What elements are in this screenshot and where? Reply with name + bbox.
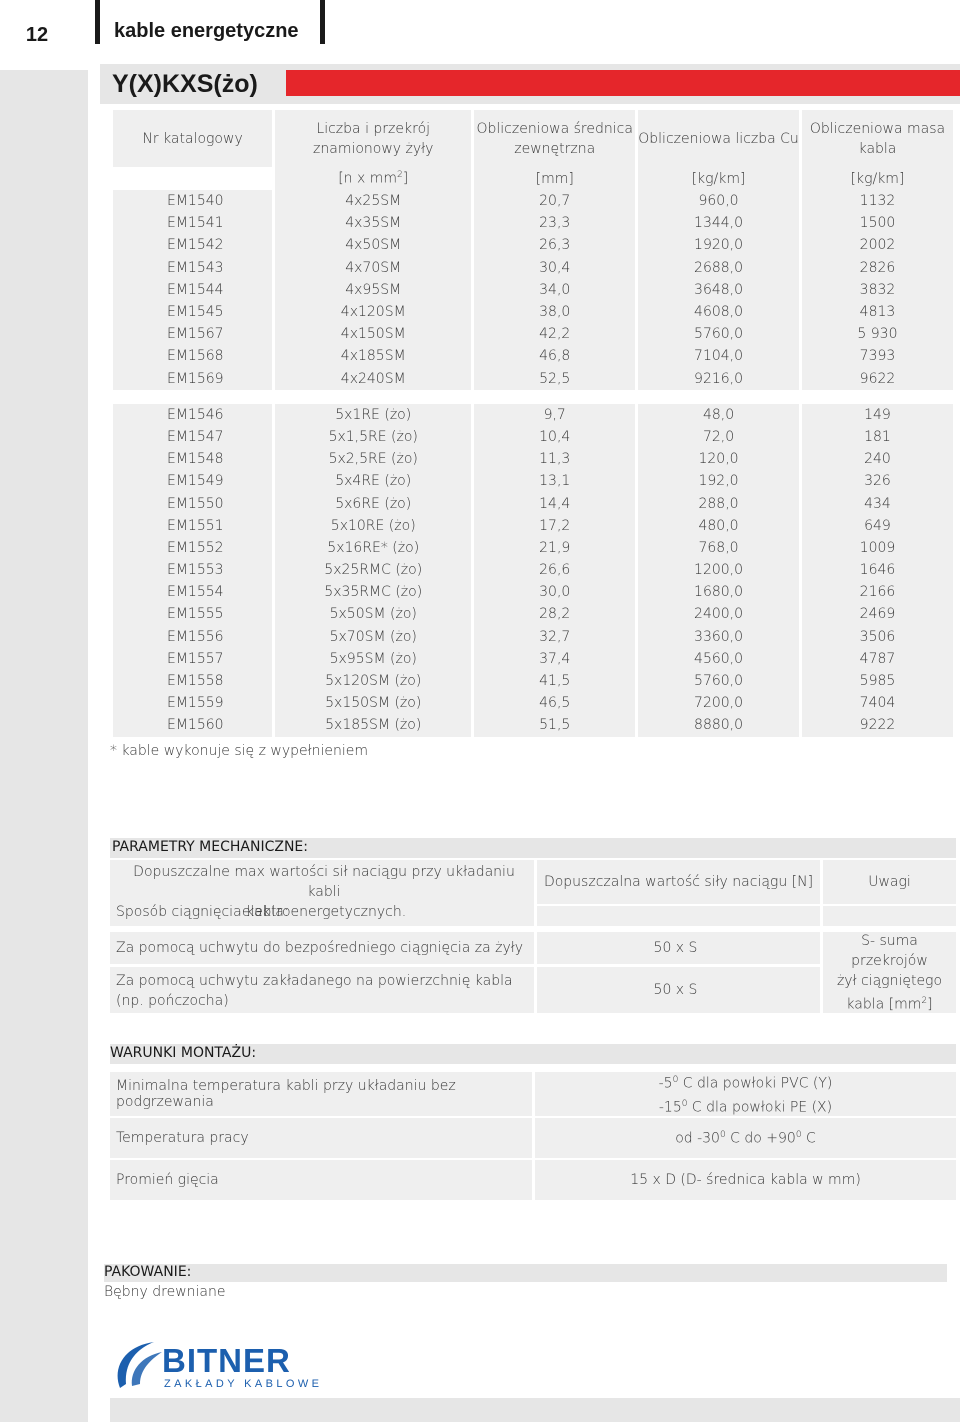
install-row2-sup1: 0 (719, 1129, 726, 1140)
cell-cu-count: 72,0 (638, 426, 799, 448)
cell-mass: 2166 (802, 581, 953, 603)
cell-mass: 9222 (802, 714, 953, 736)
cell-cu-count: 1200,0 (638, 559, 799, 581)
cell-conductors: 5x35RMC (żo) (275, 581, 471, 603)
cell-conductors: 4x120SM (275, 301, 471, 323)
table-row (113, 323, 953, 345)
cell-catalog-no: EM1549 (113, 470, 272, 492)
cell-diameter: 14,4 (474, 492, 635, 514)
product-title: Y(X)KXS(żo) (112, 70, 258, 98)
cell-catalog-no: EM1552 (113, 537, 272, 559)
mech-header-line1: Dopuszczalne max wartości sił naciągu przy układaniu kabli (133, 864, 515, 900)
table-row (113, 426, 953, 448)
unit-cell: [kg/km] (802, 167, 953, 190)
install-row2-sup2: 0 (795, 1129, 802, 1140)
mech-row1-value-text: 50 x S (653, 940, 698, 956)
table-row (113, 670, 953, 692)
cell-catalog-no: EM1545 (113, 301, 272, 323)
cell-catalog-no: EM1547 (113, 426, 272, 448)
cell-catalog-no: EM1543 (113, 257, 272, 279)
cell-conductors: 5x120SM (żo) (275, 670, 471, 692)
cell-diameter: 52,5 (474, 368, 635, 390)
install-row1-a2: C dla powłoki PVC (Y) (678, 1076, 833, 1092)
cell-diameter: 11,3 (474, 448, 635, 470)
header-mass: Obliczeniowa masa kabla (802, 110, 953, 167)
cell-conductors: 5x2,5RE (żo) (275, 448, 471, 470)
cell-catalog-no: EM1567 (113, 323, 272, 345)
install-row1-b2: C dla powłoki PE (X) (687, 1099, 833, 1116)
cell-conductors: 5x95SM (żo) (275, 648, 471, 670)
table-row (113, 404, 953, 426)
cell-diameter: 46,8 (474, 345, 635, 367)
mechanical-header-right: Uwagi (823, 860, 956, 904)
cell-conductors: 5x10RE (żo) (275, 515, 471, 537)
cell-diameter: 26,6 (474, 559, 635, 581)
left-sidebar-band (0, 0, 88, 1422)
logo-subtitle: ZAKŁADY KABLOWE (164, 1378, 323, 1390)
cell-conductors: 4x50SM (275, 234, 471, 256)
header-conductors: Liczba i przekrój znamionowy żyły (275, 110, 471, 167)
cell-diameter: 26,3 (474, 234, 635, 256)
cell-mass: 181 (802, 426, 953, 448)
cell-diameter: 23,3 (474, 212, 635, 234)
cell-conductors: 4x70SM (275, 257, 471, 279)
cell-cu-count: 960,0 (638, 190, 799, 212)
install-row2-value (535, 1118, 956, 1158)
table-row (113, 470, 953, 492)
install-row1-b-sup: 0 (681, 1099, 688, 1109)
cell-catalog-no: EM1560 (113, 714, 272, 736)
cell-catalog-no: EM1558 (113, 670, 272, 692)
cell-cu-count: 8880,0 (638, 714, 799, 736)
cell-mass: 1500 (802, 212, 953, 234)
cell-mass: 2826 (802, 257, 953, 279)
cell-diameter: 13,1 (474, 470, 635, 492)
mech-note-line2: żył ciągniętego (836, 972, 943, 989)
table-footnote: * kable wykonuje się z wypełnieniem (110, 743, 368, 759)
cell-conductors: 5x1,5RE (żo) (275, 426, 471, 448)
header-cu-count: Obliczeniowa liczba Cu (638, 110, 799, 167)
cable-spec-table (110, 110, 956, 737)
mech-row1-value (537, 932, 820, 964)
cell-mass: 4813 (802, 301, 953, 323)
mech-header-line3: Sposób ciągnięcia kabla: (116, 904, 289, 920)
header-catalog-no: Nr katalogowy (113, 110, 272, 167)
mechanical-header-filler (823, 906, 956, 926)
install-row2-v2: C do +90 (725, 1130, 796, 1147)
cell-mass: 434 (802, 492, 953, 514)
install-row2-v1: od -30 (675, 1130, 720, 1147)
cell-catalog-no: EM1542 (113, 234, 272, 256)
table-row (113, 581, 953, 603)
install-row3-value: 15 x D (D- średnica kabla w mm) (535, 1160, 956, 1200)
cell-mass: 4787 (802, 648, 953, 670)
footer-band (110, 1398, 960, 1422)
logo-wordmark: BITNER (162, 1342, 291, 1379)
cell-cu-count: 7104,0 (638, 345, 799, 367)
cell-diameter: 21,9 (474, 537, 635, 559)
cell-mass: 2469 (802, 603, 953, 625)
cell-diameter: 30,0 (474, 581, 635, 603)
cell-cu-count: 3360,0 (638, 626, 799, 648)
cell-conductors: 4x150SM (275, 323, 471, 345)
cell-catalog-no: EM1559 (113, 692, 272, 714)
table-row (113, 492, 953, 514)
table-group-spacer (113, 390, 953, 404)
cell-conductors: 5x1RE (żo) (275, 404, 471, 426)
cell-mass: 1132 (802, 190, 953, 212)
packaging-title-band (104, 1264, 947, 1282)
mechanical-title: PARAMETRY MECHANICZNE: (112, 839, 308, 855)
cell-catalog-no: EM1544 (113, 279, 272, 301)
mech-note-line1: S- suma przekrojów (851, 932, 928, 969)
table-row (113, 190, 953, 212)
table-header-row (113, 110, 953, 167)
cell-conductors: 5x70SM (żo) (275, 626, 471, 648)
mech-note-line3: kabla [mm (846, 996, 922, 1013)
cell-mass: 1646 (802, 559, 953, 581)
install-row1-a1: -5 (658, 1076, 673, 1092)
cell-mass: 149 (802, 404, 953, 426)
table-units-row (113, 167, 953, 190)
cell-cu-count: 1920,0 (638, 234, 799, 256)
table-row (113, 448, 953, 470)
packaging-title: PAKOWANIE: (104, 1264, 192, 1280)
cell-diameter: 42,2 (474, 323, 635, 345)
cell-mass: 7393 (802, 345, 953, 367)
cell-catalog-no: EM1557 (113, 648, 272, 670)
unit-conductors: [n x $mm^2$] (275, 167, 471, 190)
cell-diameter: 17,2 (474, 515, 635, 537)
cell-mass: 7404 (802, 692, 953, 714)
cell-conductors: 5x6RE (żo) (275, 492, 471, 514)
page-number: 12 (0, 0, 88, 70)
cell-mass: 1009 (802, 537, 953, 559)
cell-cu-count: 288,0 (638, 492, 799, 514)
unit-cell (113, 167, 272, 190)
cell-catalog-no: EM1550 (113, 492, 272, 514)
cell-cu-count: 2400,0 (638, 603, 799, 625)
cell-cu-count: 5760,0 (638, 670, 799, 692)
table-row (113, 368, 953, 390)
cell-conductors: 5x50SM (żo) (275, 603, 471, 625)
cell-cu-count: 2688,0 (638, 257, 799, 279)
install-row2-v3: C (801, 1130, 816, 1147)
table-row (113, 257, 953, 279)
cell-cu-count: 9216,0 (638, 368, 799, 390)
cell-cu-count: 4560,0 (638, 648, 799, 670)
cell-diameter: 30,4 (474, 257, 635, 279)
cell-mass: 240 (802, 448, 953, 470)
cell-conductors: 4x25SM (275, 190, 471, 212)
cell-cu-count: 1344,0 (638, 212, 799, 234)
mech-header-line2: elektroenergetycznych. (241, 904, 407, 920)
cell-cu-count: 192,0 (638, 470, 799, 492)
cell-conductors: 5x4RE (żo) (275, 470, 471, 492)
cell-diameter: 46,5 (474, 692, 635, 714)
table-row (113, 648, 953, 670)
cell-mass: 5 930 (802, 323, 953, 345)
table-row (113, 279, 953, 301)
unit-cell: [mm] (474, 167, 635, 190)
table-row (113, 301, 953, 323)
cell-catalog-no: EM1540 (113, 190, 272, 212)
cell-catalog-no: EM1554 (113, 581, 272, 603)
cell-diameter: 10,4 (474, 426, 635, 448)
cell-diameter: 51,5 (474, 714, 635, 736)
cell-diameter: 37,4 (474, 648, 635, 670)
table-row (113, 515, 953, 537)
cell-catalog-no: EM1553 (113, 559, 272, 581)
cell-catalog-no: EM1551 (113, 515, 272, 537)
mech-row2-value-text: 50 x S (653, 982, 698, 998)
mech-note (823, 932, 956, 1013)
section-title: kable energetyczne (114, 20, 299, 42)
install-row1-b1: -15 (658, 1099, 682, 1116)
cell-conductors: 4x95SM (275, 279, 471, 301)
table-row (113, 537, 953, 559)
install-row1-a-sup: 0 (672, 1075, 679, 1086)
mech-note-end: ] (927, 996, 933, 1013)
cell-catalog-no: EM1541 (113, 212, 272, 234)
cell-diameter: 34,0 (474, 279, 635, 301)
table-row (113, 603, 953, 625)
cell-conductors: 5x25RMC (żo) (275, 559, 471, 581)
install-row3-label: Promień gięcia (110, 1160, 532, 1200)
cell-cu-count: 7200,0 (638, 692, 799, 714)
unit-cell: [kg/km] (638, 167, 799, 190)
mech-note-sup: 2 (921, 995, 928, 1006)
packaging-value: Bębny drewniane (104, 1284, 226, 1300)
cell-catalog-no: EM1556 (113, 626, 272, 648)
cell-catalog-no: EM1548 (113, 448, 272, 470)
mechanical-header-filler (537, 906, 820, 926)
cell-conductors: 4x185SM (275, 345, 471, 367)
mech-row2-value (537, 967, 820, 1013)
header-divider-left (95, 0, 100, 44)
cell-diameter: 28,2 (474, 603, 635, 625)
cell-catalog-no: EM1546 (113, 404, 272, 426)
table-row (113, 559, 953, 581)
cell-mass: 3506 (802, 626, 953, 648)
cell-cu-count: 768,0 (638, 537, 799, 559)
cell-cu-count: 1680,0 (638, 581, 799, 603)
cell-diameter: 9,7 (474, 404, 635, 426)
header-diameter: Obliczeniowa średnica zewnętrzna (474, 110, 635, 167)
install-row1-value (535, 1072, 956, 1116)
cell-mass: 326 (802, 470, 953, 492)
cell-cu-count: 4608,0 (638, 301, 799, 323)
cell-diameter: 32,7 (474, 626, 635, 648)
cell-mass: 2002 (802, 234, 953, 256)
cell-catalog-no: EM1555 (113, 603, 272, 625)
cell-mass: 3832 (802, 279, 953, 301)
cell-diameter: 38,0 (474, 301, 635, 323)
mech-row2-line2: (np. pończocha) (116, 993, 229, 1009)
table-row (113, 234, 953, 256)
mechanical-header-mid: Dopuszczalna wartość siły naciągu [N] (537, 860, 820, 904)
mech-row2-label (110, 967, 534, 1013)
table-row (113, 626, 953, 648)
cell-conductors: 5x16RE* (żo) (275, 537, 471, 559)
cell-catalog-no: EM1568 (113, 345, 272, 367)
cell-conductors: 4x35SM (275, 212, 471, 234)
title-accent-bar (286, 70, 960, 96)
table-row (113, 345, 953, 367)
table-row (113, 714, 953, 736)
cell-cu-count: 480,0 (638, 515, 799, 537)
cell-diameter: 41,5 (474, 670, 635, 692)
mech-row2-line1: Za pomocą uchwytu zakładanego na powierzchnię kabla (116, 973, 513, 989)
cell-cu-count: 5760,0 (638, 323, 799, 345)
install-row2-label: Temperatura pracy (110, 1118, 532, 1158)
table-row (113, 692, 953, 714)
cell-cu-count: 120,0 (638, 448, 799, 470)
cell-conductors: 5x150SM (żo) (275, 692, 471, 714)
cell-catalog-no: EM1569 (113, 368, 272, 390)
header-divider-right (320, 0, 325, 44)
cell-cu-count: 3648,0 (638, 279, 799, 301)
cell-conductors: 5x185SM (żo) (275, 714, 471, 736)
mechanical-header-left (110, 860, 534, 926)
mech-row1-label: Za pomocą uchwytu do bezpośredniego ciągnięcia za żyły (110, 932, 534, 964)
install-row1-label: Minimalna temperatura kabli przy układaniu bez podgrzewania (110, 1072, 532, 1116)
table-row (113, 212, 953, 234)
cell-diameter: 20,7 (474, 190, 635, 212)
cell-mass: 9622 (802, 368, 953, 390)
cell-mass: 649 (802, 515, 953, 537)
installation-title: WARUNKI MONTAŻU: (110, 1045, 257, 1061)
cell-mass: 5985 (802, 670, 953, 692)
cell-cu-count: 48,0 (638, 404, 799, 426)
cell-conductors: 4x240SM (275, 368, 471, 390)
